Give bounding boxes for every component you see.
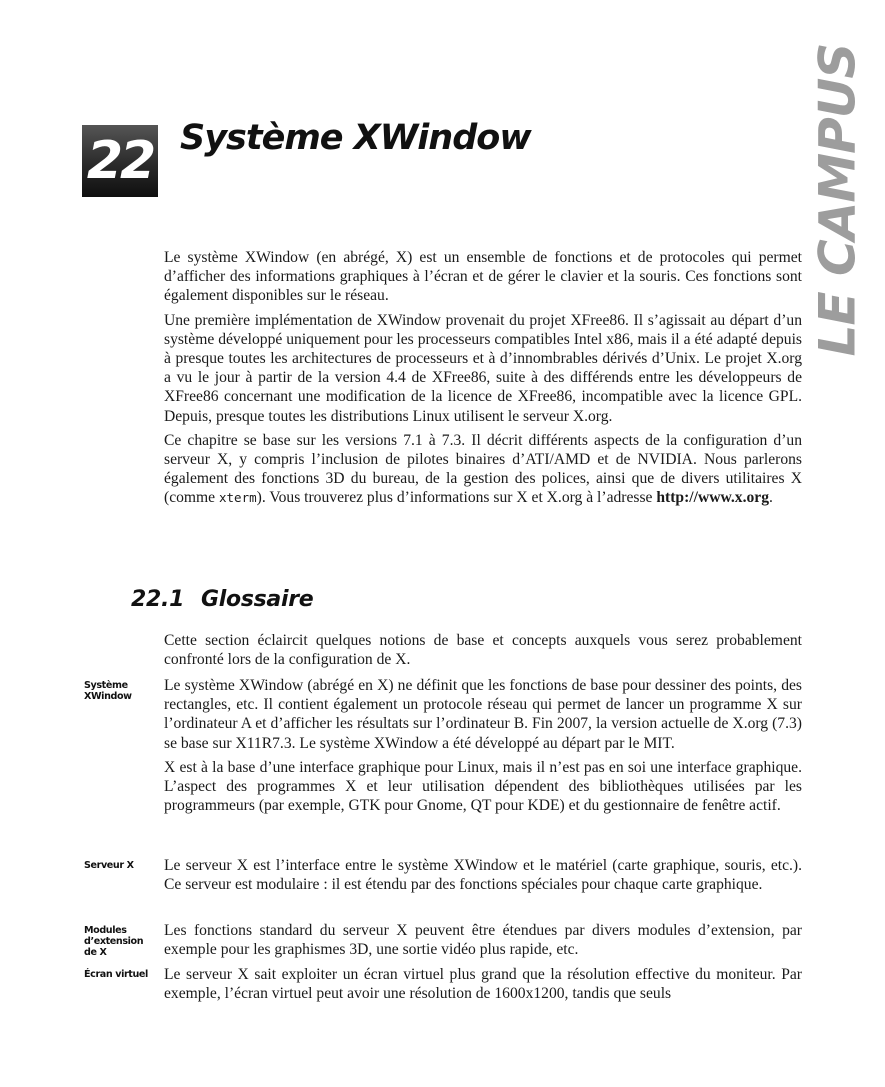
margin-term-serveur-x: Serveur X [84, 860, 134, 871]
margin-term-xwindow: Système XWindow [84, 680, 132, 702]
margin-term-modules: Modules d’extension de X [84, 925, 144, 958]
chapter-title: Système XWindow [180, 118, 531, 158]
intro-paragraph-3-text-a: Ce chapitre se base sur les versions 7.1 à 7.3. Il décrit différents aspects de la configuration d’un serveur X, y compris l’inclusion de pilotes binaires d’ATI/AMD et de NVIDIA. Nous parlerons également des fonctions 3D du bureau, de la gestion des polices, ainsi que de divers utilitaires X (comme [164, 431, 802, 507]
definition-serveur-x: Le serveur X est l’interface entre le système XWindow et le matériel (carte graphique, souris, etc.). Ce serveur est modulaire : il est étendu par des fonctions spéciales pour chaque carte graphique. [164, 857, 802, 894]
chapter-number: 22 [86, 131, 154, 191]
section-number: 22.1 [131, 587, 185, 612]
intro-paragraph-2: Une première implémentation de XWindow provenait du projet XFree86. Il s’agissait au départ d’un système développé uniquement pour les processeurs compatibles Intel x86, mais il a été adapté depuis à presque toutes les architectures de processeurs et à d’innombrables dérivés d’Unix. Le projet X.org a vu le jour à partir de la version 4.4 de XFree86, suite à des différends entre les développeurs de XFree86 concernant une modification de la licence de XFree86, incompatible avec la licence GPL. Depuis, presque toutes les distributions Linux utilisent le serveur X.org. [164, 311, 802, 425]
definition-xwindow-p2: X est à la base d’une interface graphique pour Linux, mais il n’est pas en soi une interface graphique. L’aspect des programmes X et leur utilisation dépendent des bibliothèques utilisées par les programmeurs (par exemple, GTK pour Gnome, QT pour KDE) et du gestionnaire de fenêtre actif. [164, 758, 802, 815]
side-brand-vertical [808, 43, 867, 356]
glossary-intro: Cette section éclaircit quelques notions de base et concepts auxquels vous serez probablement confronté lors de la configuration de X. [164, 632, 802, 669]
glossary-intro-block [164, 631, 802, 674]
intro-paragraph-3 [164, 431, 802, 508]
xorg-url-link[interactable]: http://www.x.org [656, 489, 769, 507]
definition-modules: Les fonctions standard du serveur X peuvent être étendues par divers modules d’extension, par exemple pour les graphismes 3D, une sortie vidéo plus rapide, etc. [164, 922, 802, 959]
intro-paragraph-3-text-b: ). Vous trouverez plus d’informations sur X et X.org à l’adresse [256, 489, 657, 507]
glossary-entry-xwindow [164, 676, 802, 820]
section-heading [131, 587, 313, 612]
margin-term-ecran-virtuel: Écran virtuel [84, 969, 148, 980]
glossary-entry-modules [164, 921, 802, 964]
chapter-intro [164, 248, 802, 513]
inline-code-xterm: xterm [219, 490, 257, 506]
glossary-entry-ecran-virtuel [164, 965, 802, 1008]
intro-paragraph-3-text-c: . [769, 489, 773, 507]
glossary-entry-serveur-x [164, 856, 802, 899]
definition-xwindow-p1: Le système XWindow (abrégé en X) ne définit que les fonctions de base pour dessiner des points, des rectangles, etc. Il contient également un protocole réseau qui permet de lancer un programme X sur l’ordinateur A et d’afficher les résultats sur l’ordinateur B. Fin 2007, la version actuelle de X.org (7.3) se base sur X11R7.3. Le système XWindow a été développé au départ par le MIT. [164, 677, 802, 752]
section-title: Glossaire [201, 587, 314, 612]
intro-paragraph-1: Le système XWindow (en abrégé, X) est un ensemble de fonctions et de protocoles qui permet d’afficher des informations graphiques à l’écran et de gérer le clavier et la souris. Ces fonctions sont également disponibles sur le réseau. [164, 249, 802, 305]
chapter-number-badge [82, 125, 158, 197]
definition-ecran-virtuel: Le serveur X sait exploiter un écran virtuel plus grand que la résolution effective du moniteur. Par exemple, l’écran virtuel peut avoir une résolution de 1600x1200, tandis que seuls [164, 966, 802, 1003]
side-brand-text: LE CAMPUS [808, 43, 867, 356]
